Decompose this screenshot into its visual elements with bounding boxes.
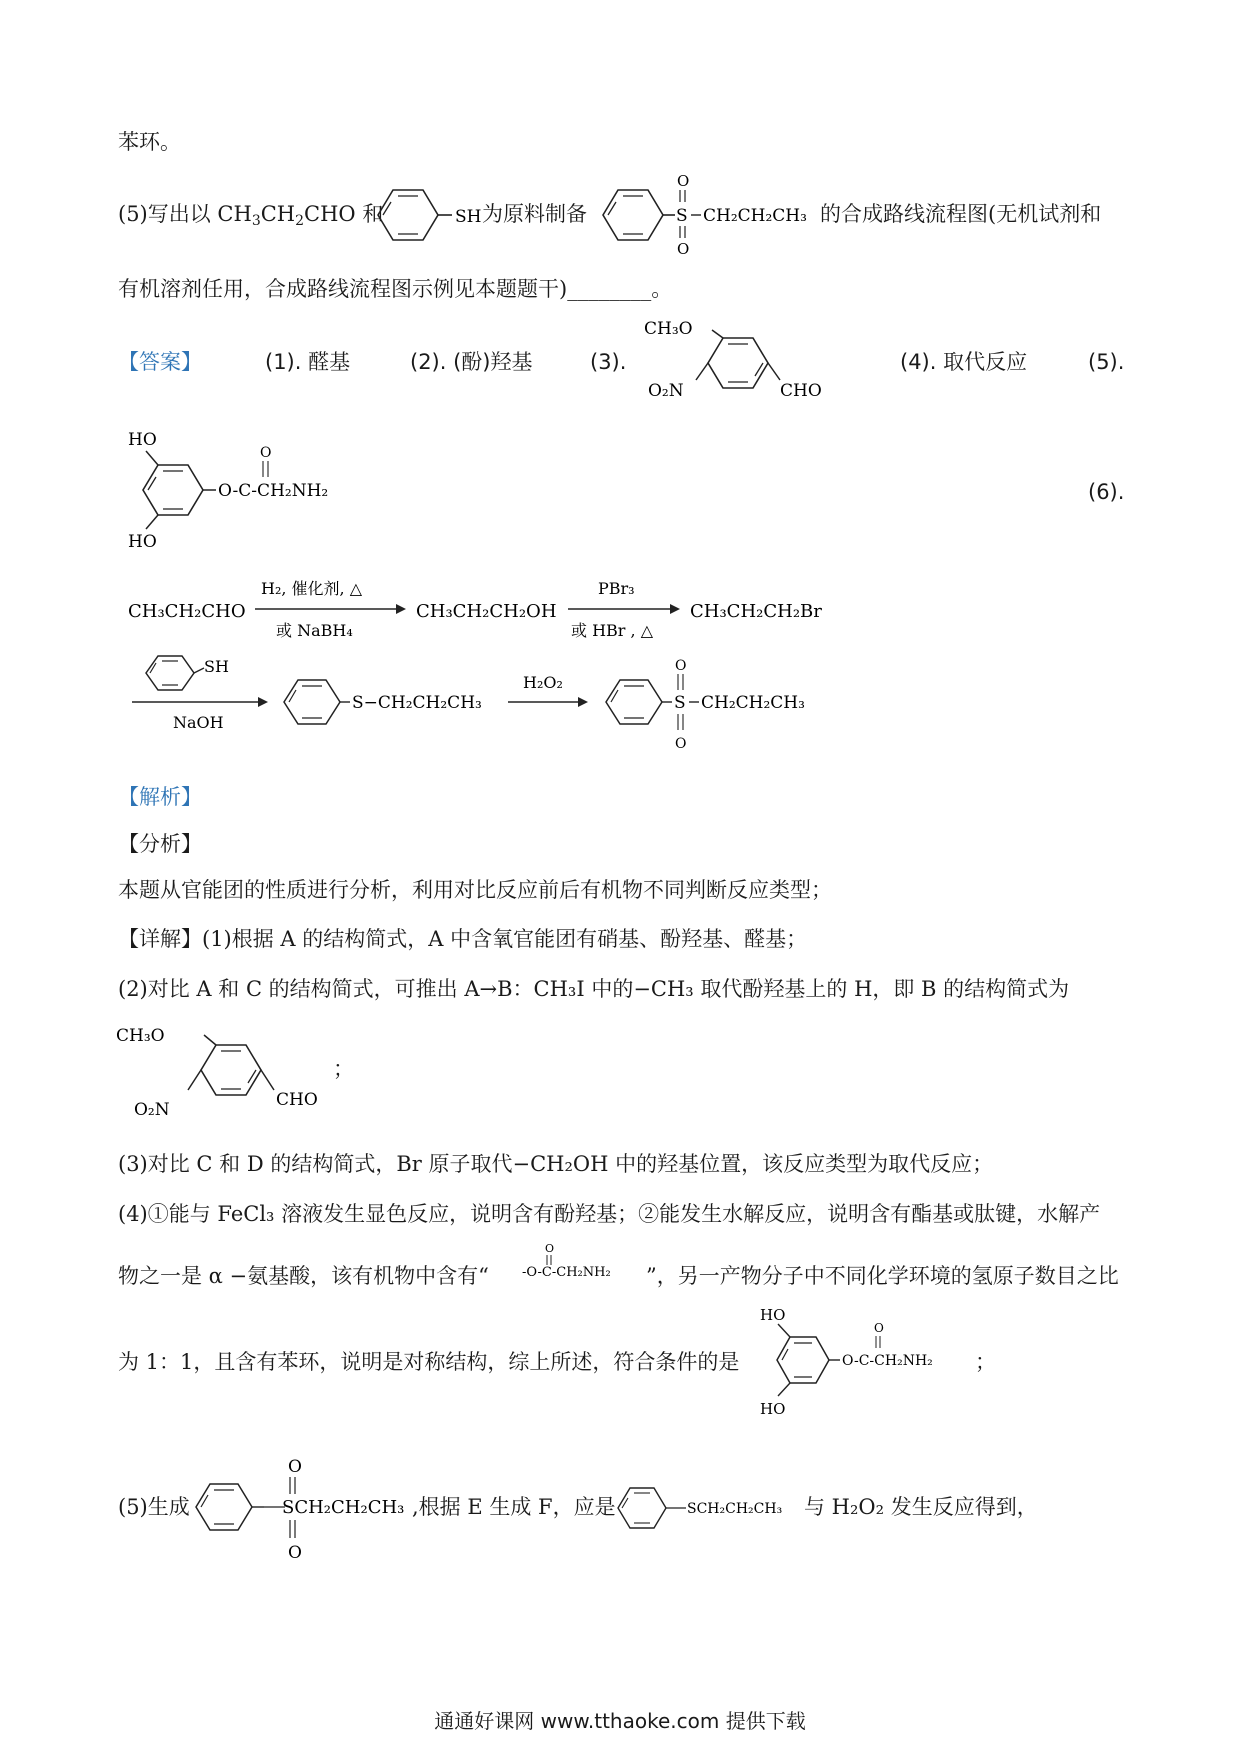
svg-text:CHO: CHO xyxy=(780,381,822,401)
glycine-ester-fragment xyxy=(522,1240,652,1290)
svg-text:HO: HO xyxy=(760,1400,786,1418)
svg-text:PBr₃: PBr₃ xyxy=(598,579,635,598)
svg-text:O: O xyxy=(675,736,687,752)
compound-b-structure-2 xyxy=(116,1015,341,1125)
answer-4: (4). 取代反应 xyxy=(900,350,1028,374)
svg-text:或 NaBH₄: 或 NaBH₄ xyxy=(276,621,353,640)
svg-text:O: O xyxy=(288,1457,302,1477)
svg-text:O: O xyxy=(545,1242,555,1255)
q5-line2: 有机溶剂任用，合成路线流程图示例见本题题干)________。 xyxy=(118,277,673,301)
analysis-fenxi: 【分析】 xyxy=(118,832,202,856)
sulfone-structure-3 xyxy=(190,1450,420,1565)
svg-text:O: O xyxy=(874,1321,884,1335)
svg-text:HO: HO xyxy=(128,430,157,450)
svg-text:SCH₂CH₂CH₃: SCH₂CH₂CH₃ xyxy=(687,1501,783,1517)
analysis-p3-end: ； xyxy=(333,1057,354,1081)
svg-text:H₂, 催化剂, △: H₂, 催化剂, △ xyxy=(261,579,363,598)
svg-text:CH₃CH₂CHO: CH₃CH₂CHO xyxy=(128,601,246,622)
top-line: 苯环。 xyxy=(118,130,181,154)
analysis-p6a: 物之一是 α −氨基酸，该有机物中含有“ xyxy=(118,1264,489,1288)
analysis-p7-end: ； xyxy=(975,1350,996,1374)
svg-text:SCH₂CH₂CH₃: SCH₂CH₂CH₃ xyxy=(282,1497,405,1518)
svg-text:O: O xyxy=(675,658,687,674)
svg-text:O₂N: O₂N xyxy=(134,1100,170,1120)
q5-prefix: (5)写出以 $CH_3CH_2CHO$ 和 xyxy=(118,202,384,229)
q5-suffix: 的合成路线流程图(无机试剂和 xyxy=(820,202,1102,226)
svg-text:O₂N: O₂N xyxy=(648,381,684,401)
svg-text:HO: HO xyxy=(760,1306,786,1324)
svg-text:CH₃O: CH₃O xyxy=(116,1026,165,1046)
svg-text:S−CH₂CH₂CH₃: S−CH₂CH₂CH₃ xyxy=(352,693,482,713)
svg-text:O: O xyxy=(288,1543,302,1563)
svg-text:O: O xyxy=(677,240,690,258)
analysis-p6b: ”，另一产物分子中不同化学环境的氢原子数目之比 xyxy=(646,1264,1119,1288)
svg-text:O-C-CH₂NH₂: O-C-CH₂NH₂ xyxy=(842,1353,933,1369)
svg-text:CH₂CH₂CH₃: CH₂CH₂CH₃ xyxy=(701,693,805,713)
analysis-p8b: ,根据 E 生成 F，应是 xyxy=(412,1495,616,1519)
svg-text:CH₃CH₂CH₂Br: CH₃CH₂CH₂Br xyxy=(690,601,822,622)
svg-text:O: O xyxy=(260,445,272,461)
analysis-p2: 【详解】(1)根据 A 的结构简式，A 中含氧官能团有硝基、酚羟基、醛基； xyxy=(118,927,808,951)
svg-text:H₂O₂: H₂O₂ xyxy=(523,673,563,692)
analysis-p1: 本题从官能团的性质进行分析，利用对比反应前后有机物不同判断反应类型； xyxy=(118,878,832,902)
svg-text:S: S xyxy=(676,206,688,226)
svg-text:或 HBr , △: 或 HBr , △ xyxy=(571,621,654,640)
svg-text:S: S xyxy=(674,693,686,713)
svg-text:CH₃O: CH₃O xyxy=(644,319,693,339)
ester-amine-structure-2 xyxy=(760,1302,980,1422)
compound-b-structure xyxy=(640,318,840,408)
svg-text:O: O xyxy=(677,172,690,190)
ester-amine-structure xyxy=(118,425,378,555)
svg-text:CH₂CH₂CH₃: CH₂CH₂CH₃ xyxy=(703,206,807,226)
thiophenol-structure xyxy=(360,180,490,250)
answer-2: (2). (酚)羟基 xyxy=(410,350,533,374)
svg-text:CHO: CHO xyxy=(276,1090,318,1110)
svg-text:CH₃CH₂CH₂OH: CH₃CH₂CH₂OH xyxy=(416,601,557,622)
svg-text:NaOH: NaOH xyxy=(173,713,224,732)
synthesis-route-2 xyxy=(118,648,878,763)
answer-5: (5). xyxy=(1088,350,1125,374)
svg-text:O-C-CH₂NH₂: O-C-CH₂NH₂ xyxy=(218,481,329,501)
q5-mid: 为原料制备 xyxy=(482,202,587,226)
answer-1: (1). 醛基 xyxy=(265,350,351,374)
analysis-p8a: (5)生成 xyxy=(118,1495,190,1519)
answer-3: (3). xyxy=(590,350,627,374)
analysis-p8c: 与 H₂O₂ 发生反应得到， xyxy=(804,1495,1038,1519)
svg-text:HO: HO xyxy=(128,532,157,552)
thioether-structure xyxy=(612,1478,827,1538)
answer-6: (6). xyxy=(1088,480,1125,504)
svg-text:SH: SH xyxy=(455,207,482,227)
analysis-p7: 为 1：1，且含有苯环，说明是对称结构，综上所述，符合条件的是 xyxy=(118,1350,740,1374)
synthesis-route-1 xyxy=(118,572,878,647)
footer-text: 通通好课网 www.tthaoke.com 提供下载 xyxy=(434,1709,806,1733)
analysis-p4: (3)对比 C 和 D 的结构简式，Br 原子取代−CH₂OH 中的羟基位置，该反应类型为取代反应； xyxy=(118,1152,994,1176)
phenyl-propyl-sulfone-structure xyxy=(595,170,830,260)
analysis-p5: (4)①能与 FeCl₃ 溶液发生显色反应，说明含有酚羟基；②能发生水解反应，说明含有酯基或肽键，水解产 xyxy=(118,1202,1101,1226)
analysis-tag: 【解析】 xyxy=(118,785,202,809)
answer-tag: 【答案】 xyxy=(118,350,202,374)
svg-text:-O-C-CH₂NH₂: -O-C-CH₂NH₂ xyxy=(522,1265,611,1280)
svg-text:SH: SH xyxy=(204,657,229,676)
analysis-p3: (2)对比 A 和 C 的结构简式，可推出 A→B：CH₃I 中的−CH₃ 取代酚羟基上的 H，即 B 的结构简式为 xyxy=(118,977,1070,1001)
